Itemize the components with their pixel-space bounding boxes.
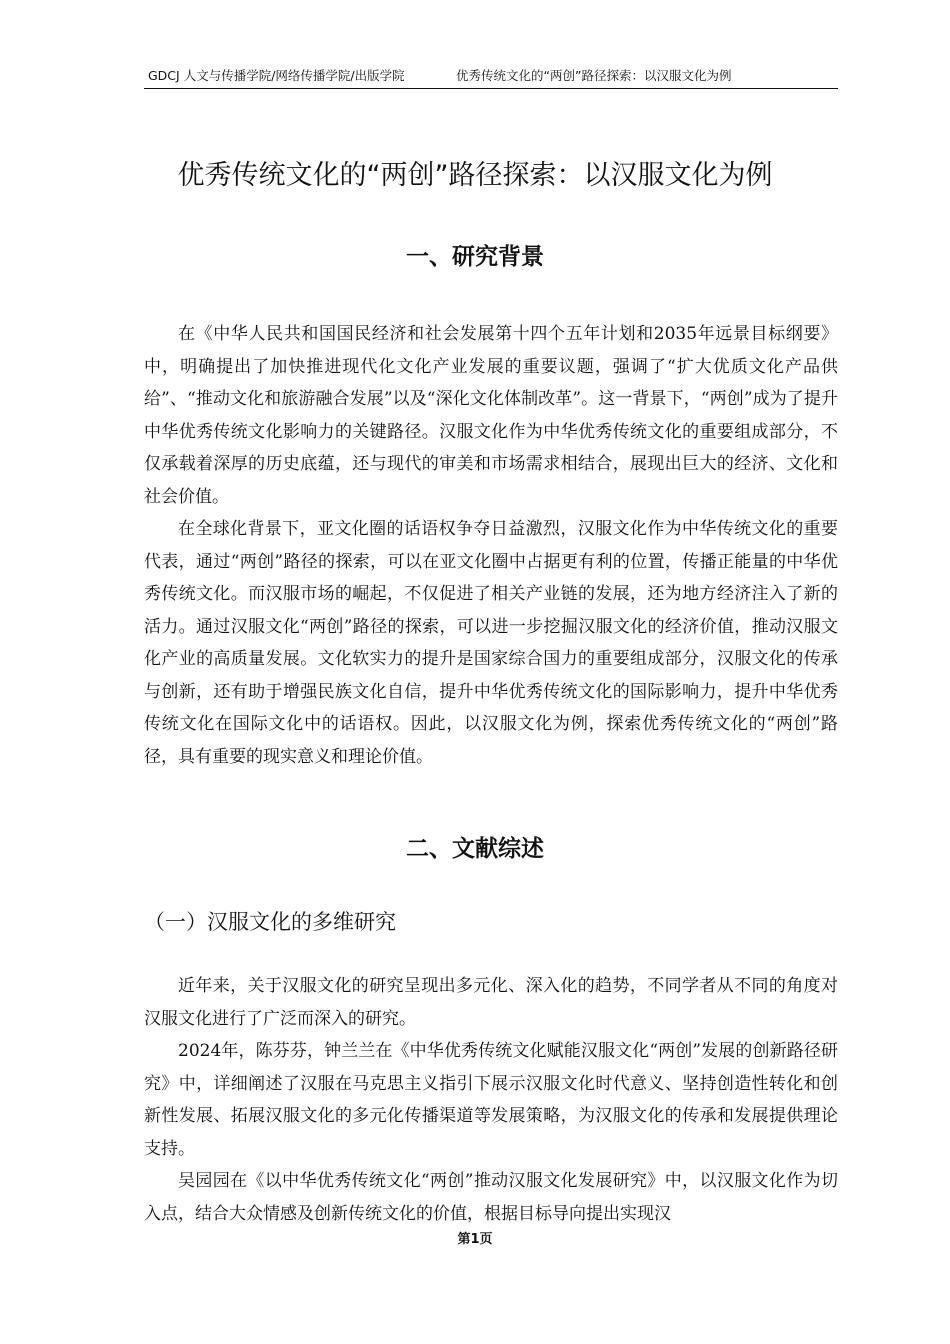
paragraph-literature-1: 近年来，关于汉服文化的研究呈现出多元化、深入化的趋势，不同学者从不同的角度对汉服文化进行了广泛而深入的研究。 [144, 976, 838, 1029]
paragraph-literature-2: 2024年，陈芬芬，钟兰兰在《中华优秀传统文化赋能汉服文化“两创”发展的创新路径研究》中，详细阐述了汉服在马克思主义指引下展示汉服文化时代意义、坚持创造性转化和创新性发展、拓展汉服文化的多元化传播渠道等发展策略，为汉服文化的传承和发展提供理论支持。 [144, 1041, 838, 1159]
section-heading-background: 一、研究背景 [406, 244, 544, 270]
paragraph-background-2: 在全球化背景下，亚文化圈的话语权争夺日益激烈，汉服文化作为中华传统文化的重要代表，通过“两创”路径的探索，可以在亚文化圈中占据更有利的位置，传播正能量的中华优秀传统文化。而汉服市场的崛起，不仅促进了相关产业链的发展，还为地方经济注入了新的活力。通过汉服文化“两创”路径的探索，可以进一步挖掘汉服文化的经济价值，推动汉服文化产业的高质量发展。文化软实力的提升是国家综合国力的重要组成部分，汉服文化的传承与创新，还有助于增强民族文化自信，提升中华优秀传统文化的国际影响力，提升中华优秀传统文化在国际文化中的话语权。因此，以汉服文化为例，探索优秀传统文化的“两创”路径，具有重要的现实意义和理论价值。 [144, 519, 838, 767]
page-number: 第1页 [457, 1232, 493, 1247]
running-header [144, 66, 838, 89]
paper-title: 优秀传统文化的“两创”路径探索：以汉服文化为例 [177, 160, 773, 191]
paragraph-background-1: 在《中华人民共和国国民经济和社会发展第十四个五年计划和2035年远景目标纲要》中，明确提出了加快推进现代化文化产业发展的重要议题，强调了“扩大优质文化产品供给”、“推动文化和旅游融合发展”以及“深化文化体制改革”。这一背景下，“两创”成为了提升中华优秀传统文化影响力的关键路径。汉服文化作为中华优秀传统文化的重要组成部分，不仅承载着深厚的历史底蕴，还与现代的审美和市场需求相结合，展现出巨大的经济、文化和社会价值。 [144, 324, 838, 507]
header-paper-title: 优秀传统文化的“两创”路径探索：以汉服文化为例 [456, 68, 732, 83]
subsection-heading: （一）汉服文化的多维研究 [144, 910, 396, 934]
section-heading-literature: 二、文献综述 [406, 836, 544, 862]
paragraph-literature-3: 吴园园在《以中华优秀传统文化“两创”推动汉服文化发展研究》中，以汉服文化作为切入点，结合大众情感及创新传统文化的价值，根据目标导向提出实现汉 [144, 1171, 838, 1224]
header-institution: GDCJ 人文与传播学院/网络传播学院/出版学院 [148, 68, 405, 83]
